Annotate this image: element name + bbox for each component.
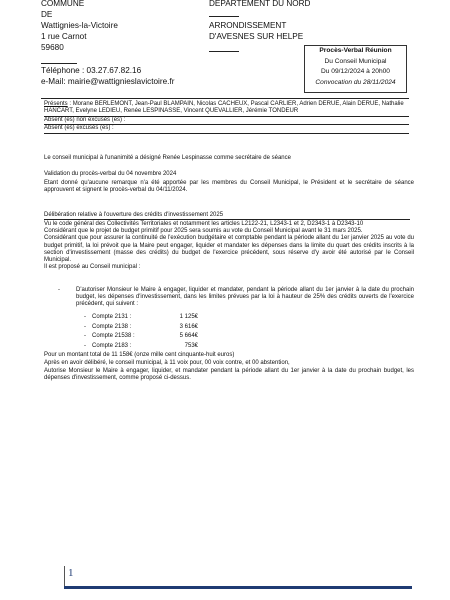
account-label: Compte 2131 :: [92, 314, 132, 320]
commune-email[interactable]: e-Mail: mairie@wattignieslavictoire.fr: [41, 77, 175, 86]
commune-phone: Téléphone : 03.27.67.82.16: [41, 66, 142, 75]
presents-list: : Morane BERLEMONT, Jean-Paul BLAMPAIN, Nicolas CACHEUX, Pascal CARLIER, Adrien DERUE, Alain DERUE, Nathalie HANCART, Evelyne LEDIEU, Renée LESPINASSE, Vincent QUEVALLIER, Jérémie TONDEUR: [44, 101, 404, 115]
deliberation-total: Pour un montant total de 11 158€ (onze mille cent cinquante-huit euros): [44, 352, 235, 358]
deliberation-bullet: D'autoriser Monsieur le Maire à engager, liquider et mandater, pendant la période allant du 1er janvier à la date du prochain budget, les dépenses d'investissement, dans les limites prévues par la loi à hauteur de 25% des crédits ouverts de l'exercice précédent, qui suivent :: [76, 287, 414, 308]
commune-label: COMMUNE: [41, 0, 85, 8]
deliberation-body: [44, 221, 414, 271]
pv-convocation: Convocation du 28/11/2024: [315, 78, 396, 86]
deliberation-authorize: Autorise Monsieur le Maire à engager, liquider, et mandater pendant la période allant du 1er janvier à la date du prochain budget, les dépenses d'investissement, comme proposé ci-dessus.: [44, 368, 414, 382]
header-rule-right-2: [209, 51, 239, 52]
absent-excused: Absent (es) excusés (es) :: [44, 125, 114, 131]
commune-header: [41, 0, 211, 53]
account-label: Compte 21538 :: [92, 333, 135, 339]
account-amount: 753€: [184, 343, 198, 349]
secretary-text: Le conseil municipal à l'unanimité a désigné Renée Lespinasse comme secrétaire de séance: [44, 155, 291, 161]
account-row: - Compte 21538 : 5 664€: [84, 333, 198, 339]
commune-postcode: 59680: [41, 43, 64, 52]
pv-validation-text: Etant donné qu'aucune remarque n'a été apportée par les membres du Conseil Municipal, le Président et le secrétaire de séance approuvent et signent le procès-verbal du 04/11/2024.: [44, 180, 414, 194]
deliberation-p2: Considérant que le projet de budget primitif pour 2025 sera soumis au vote du Conseil Municipal avant le 31 mars 2025.: [44, 228, 363, 235]
pv-council: Du Conseil Municipal: [324, 57, 387, 65]
deliberation-title: Délibération relative à l'ouverture des crédits d'investissement 2025: [44, 212, 224, 218]
footer-left-bar: [64, 566, 65, 586]
absent-non-excused: Absent (es) non excusés (es) :: [44, 117, 126, 123]
commune-street: 1 rue Carnot: [41, 32, 87, 41]
account-amount: 3 616€: [179, 324, 198, 330]
deliberation-vote: Après en avoir délibéré, le conseil municipal, à 11 voix pour, 00 voix contre, et 00 abstention,: [44, 360, 290, 366]
commune-de: DE: [41, 10, 53, 19]
account-label: Compte 2183 :: [92, 343, 132, 349]
attendance-top-rule: [41, 98, 409, 99]
attendance-presents: [44, 101, 412, 115]
deliberation-p4: Il est proposé au Conseil municipal :: [44, 264, 141, 271]
attendance-bottom-rule: [44, 133, 409, 134]
avesnes-label: D'AVESNES SUR HELPE: [209, 32, 304, 41]
deliberation-title-rule: [44, 219, 410, 220]
account-label: Compte 2138 :: [92, 324, 132, 330]
header-rule-left: [41, 63, 77, 64]
pv-validation-title: Validation du procès-verbal du 04 novembre 2024: [44, 171, 177, 177]
pv-title-box: [304, 45, 407, 93]
page-number: 1: [68, 567, 74, 579]
account-amount: 1 125€: [179, 314, 198, 320]
header-rule-right-1: [209, 16, 239, 17]
bullet-marker: -: [58, 287, 60, 293]
account-row: - Compte 2138 : 3 616€: [84, 324, 198, 330]
deliberation-p3: Considérant que pour assurer la continuité de l'exécution budgétaire et comptable pendant la période allant du 1er janvier 2025 au vote du budget primitif, la loi prévoit que la Maire peut engager, liquider et mandater les dépenses dans la limite du quart des crédits inscrits à la section d'investissement (masse des crédits) du budget de l'exercice précédent, sous réserve d'y avoir été autorisé par le Conseil Municipal.: [44, 235, 414, 264]
arrondissement-label: ARRONDISSEMENT: [209, 21, 287, 30]
pv-title: Procès-Verbal Réunion: [319, 47, 392, 54]
footer-bar: [64, 586, 412, 589]
commune-name: Wattignies-la-Victoire: [41, 21, 118, 30]
account-row: - Compte 2183 : 753€: [84, 343, 198, 349]
account-row: - Compte 2131 : 1 125€: [84, 314, 198, 320]
pv-date: Du 09/12/2024 à 20h00: [321, 68, 390, 75]
deliberation-p1: Vu le code général des Collectivités Territoriales et notamment les articles L2122-21, L2343-1 et 2, D2343-1 à D2343-10: [44, 221, 364, 227]
department-label: DEPARTEMENT DU NORD: [209, 0, 311, 8]
presents-label: Présents: [44, 101, 68, 107]
account-amount: 5 664€: [179, 333, 198, 339]
